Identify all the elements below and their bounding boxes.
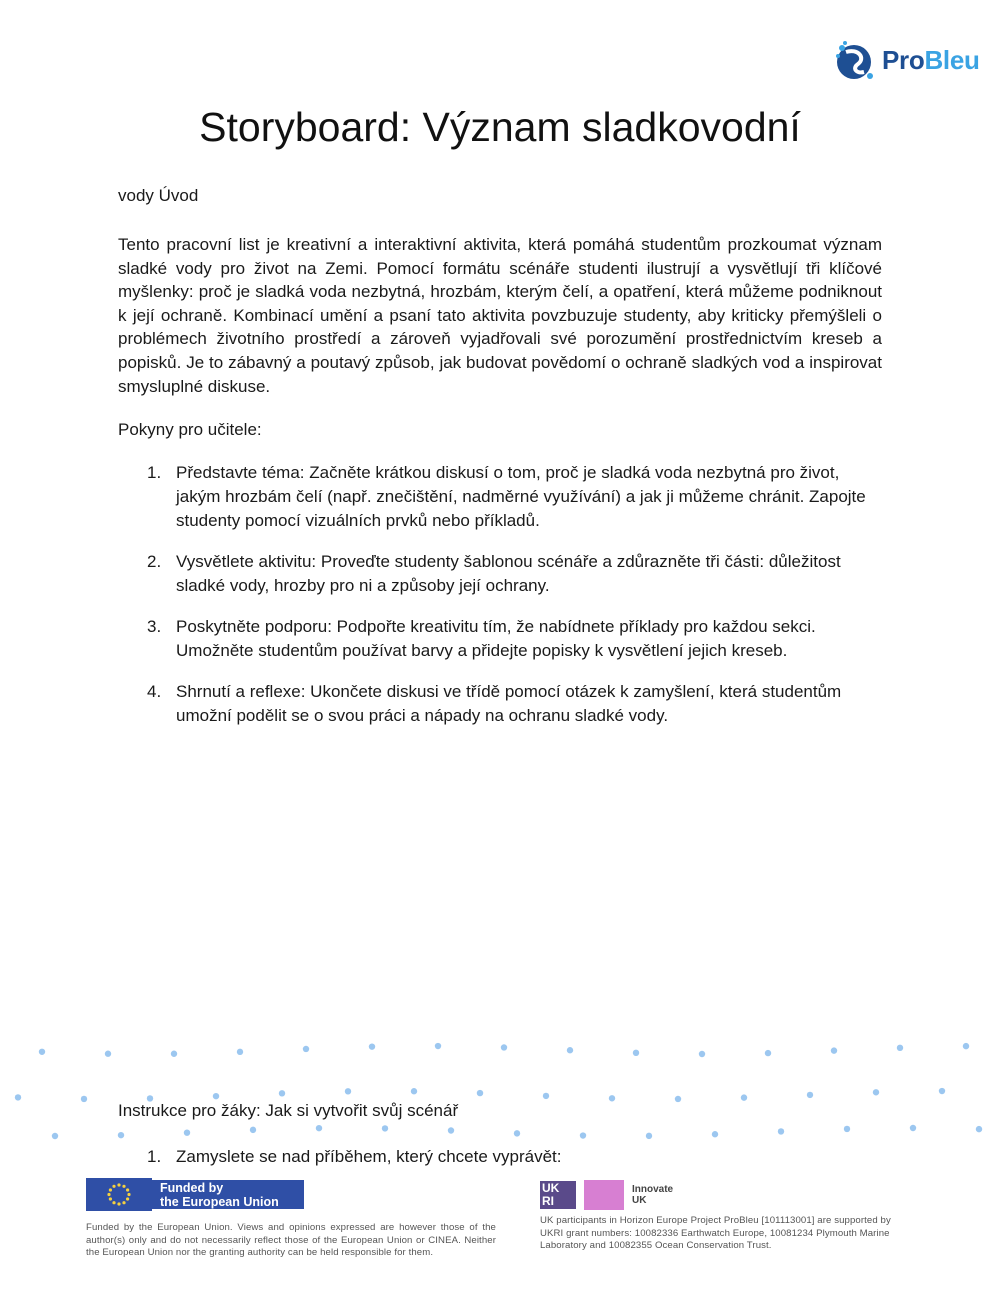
eu-disclaimer: Funded by the European Union. Views and opinions expressed are however those of the author(s) only and do not necessarily reflect those of the European Union or CINEA. Neither the European Union nor the granting authority can be held responsible for them. xyxy=(86,1222,496,1258)
step-number: 1. xyxy=(147,1147,162,1166)
decorative-dot xyxy=(741,1094,747,1100)
ukri-line-2: RI xyxy=(542,1194,554,1208)
decorative-dot xyxy=(382,1125,388,1131)
eu-flag-icon xyxy=(86,1178,152,1211)
decorative-dot xyxy=(807,1092,813,1098)
step-text: Vysvětlete aktivitu: Proveďte studenty šablonou scénáře a zdůrazněte tři části: důležitost sladké vody, hrozby pro ni a způsoby její ochrany. xyxy=(176,552,841,595)
eu-label-line-2: the European Union xyxy=(160,1194,279,1209)
decorative-dot xyxy=(435,1043,441,1049)
decorative-dot xyxy=(345,1088,351,1094)
decorative-dot xyxy=(477,1090,483,1096)
decorative-dot xyxy=(303,1046,309,1052)
step-number: 2. xyxy=(147,552,162,571)
uk-funding-block xyxy=(540,1180,910,1253)
probleu-logo xyxy=(832,38,980,82)
decorative-dot xyxy=(213,1093,219,1099)
decorative-dot xyxy=(976,1126,982,1132)
decorative-dot xyxy=(501,1044,507,1050)
decorative-dot xyxy=(15,1094,21,1100)
teacher-step xyxy=(118,550,888,598)
step-text: Shrnutí a reflexe: Ukončete diskusi ve třídě pomocí otázek k zamyšlení, která studentům umožní podělit se o svou práci a nápady na ochranu sladké vody. xyxy=(176,682,842,725)
step-number: 3. xyxy=(147,617,162,636)
teacher-step xyxy=(118,461,888,533)
uk-logos xyxy=(540,1180,910,1210)
step-text: Představte téma: Začněte krátkou diskusí o tom, proč je sladká voda nezbytná pro život, jakým hrozbám čelí (např. znečištění, nadměrné využívání) a jak ji můžeme chránit. Zapojte studenty pomocí vizuálních prvků nebo příkladů. xyxy=(176,463,866,530)
decorative-dot xyxy=(171,1051,177,1057)
decorative-dot xyxy=(118,1132,124,1138)
teacher-step xyxy=(118,615,888,663)
student-step xyxy=(118,1145,888,1169)
decorative-dot xyxy=(897,1045,903,1051)
decorative-dot xyxy=(411,1088,417,1094)
decorative-dot xyxy=(279,1090,285,1096)
decorative-dot xyxy=(448,1127,454,1133)
decorative-dot xyxy=(105,1051,111,1057)
decorative-dot xyxy=(712,1131,718,1137)
decorative-dot xyxy=(580,1132,586,1138)
innovate-uk-text xyxy=(632,1184,673,1206)
student-heading: Instrukce pro žáky: Jak si vytvořit svůj scénář xyxy=(118,1101,459,1120)
decorative-dot xyxy=(316,1125,322,1131)
decorative-dot xyxy=(514,1130,520,1136)
logo-pro: Pro xyxy=(882,44,925,75)
decorative-dot xyxy=(765,1050,771,1056)
probleu-logo-icon xyxy=(832,38,876,82)
decorative-dot xyxy=(633,1050,639,1056)
decorative-dot xyxy=(250,1127,256,1133)
teacher-steps-list xyxy=(118,461,888,745)
decorative-dot xyxy=(543,1093,549,1099)
innovate-line-2: UK xyxy=(632,1195,647,1206)
step-number: 1. xyxy=(147,463,162,482)
decorative-dot xyxy=(778,1128,784,1134)
ukri-logo xyxy=(540,1181,576,1209)
step-text: Zamyslete se nad příběhem, který chcete vyprávět: xyxy=(176,1147,562,1166)
ukri-line-1: UK xyxy=(542,1181,560,1195)
logo-bleu: Bleu xyxy=(924,44,980,75)
decorative-dot xyxy=(609,1095,615,1101)
eu-banner xyxy=(86,1178,304,1211)
innovate-uk-logo-block xyxy=(584,1180,624,1210)
decorative-dot-pattern xyxy=(0,1040,1000,1150)
step-text: Poskytněte podporu: Podpořte kreativitu tím, že nabídnete příklady pro každou sekci. Umožněte studentům používat barvy a přidejte popisky k vysvětlení jejich kreseb. xyxy=(176,617,816,660)
eu-label-line-1: Funded by xyxy=(160,1180,224,1195)
decorative-dot xyxy=(675,1096,681,1102)
decorative-dot xyxy=(81,1096,87,1102)
decorative-dot xyxy=(184,1129,190,1135)
decorative-dot xyxy=(39,1049,45,1055)
decorative-dot xyxy=(910,1125,916,1131)
innovate-line-1: Innovate xyxy=(632,1184,674,1195)
step-number: 4. xyxy=(147,682,162,701)
teacher-step xyxy=(118,680,888,728)
decorative-dot xyxy=(963,1043,969,1049)
uk-disclaimer: UK participants in Horizon Europe Project ProBleu [101113001] are supported by UKRI grant numbers: 10082336 Earthwatch Europe, 10081234 Plymouth Marine Laboratory and 10082355 Ocean Conservation Trust. xyxy=(540,1215,891,1251)
page-title: Storyboard: Význam sladkovodní xyxy=(199,104,801,150)
decorative-dot xyxy=(52,1133,58,1139)
intro-paragraph: Tento pracovní list je kreativní a interaktivní aktivita, která pomáhá studentům prozkoumat význam sladké vody pro život na Zemi. Pomocí formátu scénáře studenti ilustrují a vysvětlují tři klíčové myšlenky: proč je sladká voda nezbytná, hrozbám, kterým čelí, a opatření, která můžeme podniknout k její ochraně. Kombinací umění a psaní tato aktivita povzbuzuje studenty, aby kriticky přemýšleli o problémech životního prostředí a zároveň vyjadřovali své porozumění prostřednictvím kreseb a popisků. Je to zábavný a poutavý způsob, jak budovat povědomí o ochraně sladkých vod a inspirovat smysluplné diskuse. xyxy=(118,235,882,396)
logo-wordmark xyxy=(882,45,980,76)
section-subtitle: vody Úvod xyxy=(118,186,199,205)
eu-label xyxy=(152,1180,304,1209)
decorative-dot xyxy=(699,1051,705,1057)
decorative-dot xyxy=(844,1126,850,1132)
decorative-dot xyxy=(939,1088,945,1094)
decorative-dot xyxy=(646,1133,652,1139)
decorative-dot xyxy=(831,1047,837,1053)
decorative-dot xyxy=(873,1089,879,1095)
decorative-dot xyxy=(369,1043,375,1049)
teacher-heading: Pokyny pro učitele: xyxy=(118,420,262,439)
decorative-dot xyxy=(237,1049,243,1055)
eu-funding-block xyxy=(86,1178,496,1260)
decorative-dot xyxy=(567,1047,573,1053)
